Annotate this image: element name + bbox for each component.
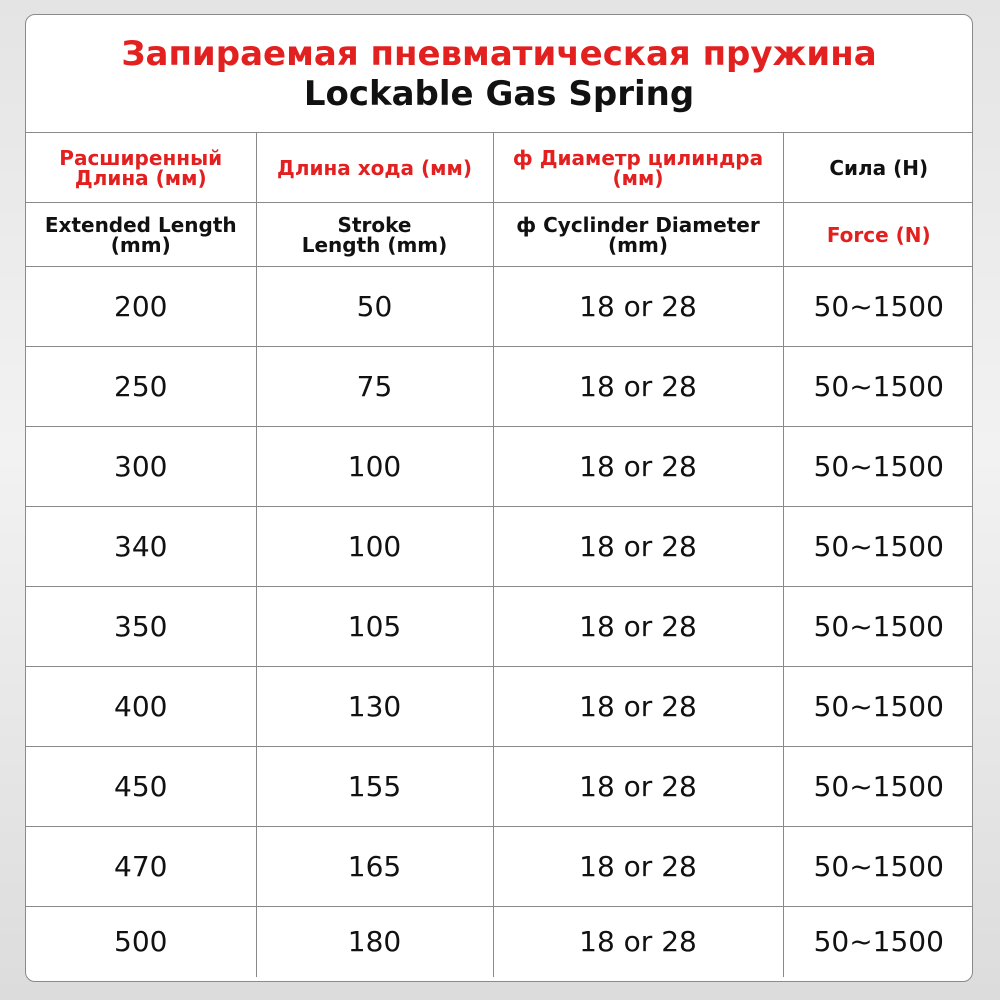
table-cell: [783, 907, 973, 978]
stroke-length-value: 75: [356, 369, 393, 403]
extended-length-value: 450: [114, 769, 168, 803]
header-cylinder-diameter-en: ф Cyclinder Diameter (mm): [516, 212, 760, 257]
force-value: 50~1500: [813, 849, 944, 883]
header-cell: [783, 133, 973, 203]
table-cell: [26, 587, 256, 667]
table-cell: [256, 267, 493, 347]
header-extended-length-en: Extended Length (mm): [44, 212, 237, 257]
force-value: 50~1500: [813, 369, 944, 403]
table-row: [26, 347, 973, 427]
cylinder-diameter-value: 18 or 28: [579, 529, 697, 563]
header-force-ru: Сила (Н): [829, 155, 929, 180]
table-cell: [256, 827, 493, 907]
table-cell: [783, 587, 973, 667]
table-cell: [783, 347, 973, 427]
table-row: [26, 427, 973, 507]
header-cell: [26, 203, 256, 267]
header-stroke-length-ru: Длина хода (мм): [277, 155, 472, 180]
table-row: [26, 907, 973, 978]
header-cell: [26, 133, 256, 203]
table-cell: [256, 427, 493, 507]
cylinder-diameter-value: 18 or 28: [579, 769, 697, 803]
title-russian: Запираемая пневматическая пружина: [121, 33, 877, 74]
extended-length-value: 350: [114, 609, 168, 643]
title-english: Lockable Gas Spring: [303, 73, 695, 114]
force-value: 50~1500: [813, 449, 944, 483]
header-row-english: [26, 203, 973, 267]
table-cell: [256, 907, 493, 978]
force-value: 50~1500: [813, 289, 944, 323]
table-cell: [256, 747, 493, 827]
table-row: [26, 667, 973, 747]
stroke-length-value: 155: [347, 769, 402, 803]
header-row-russian: [26, 133, 973, 203]
cylinder-diameter-value: 18 or 28: [579, 369, 697, 403]
table-cell: [26, 667, 256, 747]
stroke-length-value: 105: [347, 609, 402, 643]
header-cell: [493, 203, 783, 267]
table-row: [26, 747, 973, 827]
cylinder-diameter-value: 18 or 28: [579, 289, 697, 323]
table-cell: [783, 827, 973, 907]
cylinder-diameter-value: 18 or 28: [579, 849, 697, 883]
spec-table: [26, 133, 973, 977]
extended-length-value: 200: [114, 289, 168, 323]
table-cell: [493, 507, 783, 587]
header-cell: [493, 133, 783, 203]
table-cell: [256, 347, 493, 427]
extended-length-value: 400: [114, 689, 168, 723]
table-row: [26, 587, 973, 667]
table-cell: [493, 667, 783, 747]
header-force-en: Force (N): [826, 222, 931, 247]
table-cell: [26, 507, 256, 587]
table-cell: [493, 827, 783, 907]
table-cell: [256, 587, 493, 667]
table-cell: [783, 427, 973, 507]
table-cell: [26, 907, 256, 978]
force-value: 50~1500: [813, 769, 944, 803]
force-value: 50~1500: [813, 925, 944, 958]
cylinder-diameter-value: 18 or 28: [579, 609, 697, 643]
stroke-length-value: 50: [356, 289, 393, 323]
table-cell: [493, 347, 783, 427]
stroke-length-value: 130: [347, 689, 402, 723]
table-cell: [783, 507, 973, 587]
stroke-length-value: 100: [347, 529, 402, 563]
extended-length-value: 300: [114, 449, 168, 483]
stroke-length-value: 165: [347, 849, 402, 883]
header-cell: [783, 203, 973, 267]
table-cell: [493, 587, 783, 667]
header-cylinder-diameter-ru: ф Диаметр цилиндра (мм): [512, 145, 764, 190]
extended-length-value: 500: [114, 925, 168, 958]
table-cell: [783, 667, 973, 747]
header-stroke-length-en: Stroke Length (mm): [301, 212, 448, 257]
table-cell: [783, 267, 973, 347]
table-cell: [783, 747, 973, 827]
table-cell: [26, 427, 256, 507]
table-cell: [256, 507, 493, 587]
title-block: [26, 15, 972, 133]
table-cell: [26, 267, 256, 347]
table-row: [26, 267, 973, 347]
header-extended-length-ru: Расширенный Длина (мм): [59, 145, 223, 190]
extended-length-value: 340: [114, 529, 168, 563]
table-cell: [26, 747, 256, 827]
stroke-length-value: 100: [347, 449, 402, 483]
header-cell: [256, 203, 493, 267]
extended-length-value: 470: [114, 849, 168, 883]
table-cell: [493, 907, 783, 978]
header-cell: [256, 133, 493, 203]
table-cell: [26, 827, 256, 907]
force-value: 50~1500: [813, 609, 944, 643]
cylinder-diameter-value: 18 or 28: [579, 925, 697, 958]
table-cell: [493, 267, 783, 347]
table-row: [26, 827, 973, 907]
table-row: [26, 507, 973, 587]
cylinder-diameter-value: 18 or 28: [579, 449, 697, 483]
table-cell: [256, 667, 493, 747]
table-cell: [26, 347, 256, 427]
force-value: 50~1500: [813, 529, 944, 563]
force-value: 50~1500: [813, 689, 944, 723]
spec-card: [25, 14, 973, 982]
stroke-length-value: 180: [347, 925, 402, 958]
table-cell: [493, 427, 783, 507]
table-cell: [493, 747, 783, 827]
cylinder-diameter-value: 18 or 28: [579, 689, 697, 723]
extended-length-value: 250: [114, 369, 168, 403]
